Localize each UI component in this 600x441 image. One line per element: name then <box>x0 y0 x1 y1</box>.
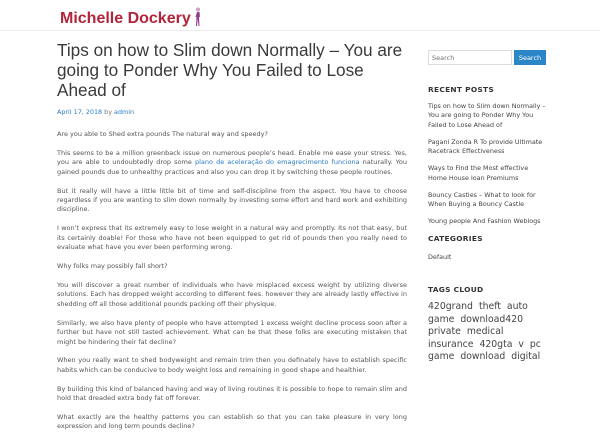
tag-link[interactable]: theft <box>478 301 501 313</box>
tag-link[interactable]: game <box>428 313 455 325</box>
tag-cloud <box>428 301 546 363</box>
tags-widget <box>428 285 546 363</box>
tag-link[interactable]: game <box>428 351 455 363</box>
widget-title: CATEGORIES <box>428 234 483 244</box>
category-link[interactable]: Default <box>428 253 452 262</box>
paragraph: By building this kind of balanced having and way of living routines it is possible to hope to remain slim and hold that dreaded extra body fat off forever. <box>57 384 407 403</box>
tag-link[interactable]: digital <box>511 351 541 363</box>
paragraph: Are you able to Shed extra pounds The natural way and speedy? <box>57 130 268 138</box>
tag-link[interactable]: download420 <box>460 313 524 325</box>
recent-post-link[interactable]: Ways to Find the Most effective Home House loan Premiums <box>428 164 529 182</box>
sidebar <box>428 50 546 363</box>
post-title[interactable]: Tips on how to Slim down Normally – You are going to Ponder Why You Failed to Lose Ahead of <box>57 40 403 100</box>
post-content <box>57 130 407 432</box>
recent-post-link[interactable]: Young people And Fashion Weblogs <box>428 217 541 226</box>
tag-link[interactable]: auto <box>506 301 528 313</box>
site-header <box>0 0 600 31</box>
search-button[interactable]: Search <box>514 50 546 65</box>
paragraph <box>57 149 407 177</box>
paragraph: What exactly are the healthy patterns you can establish so that you can take pleasure in very long expression and long term pounds decline? <box>57 413 407 431</box>
paragraph: When you really want to shed bodyweight and remain trim then you definately have to establish specific habits which can be conducive to body weight loss and remaining in good shape and healthier. <box>57 356 407 374</box>
search-input[interactable] <box>428 50 512 65</box>
tag-link[interactable]: 420gta <box>479 338 513 350</box>
post-by-label: by <box>104 108 112 116</box>
tag-link[interactable]: v <box>518 338 524 350</box>
paragraph: Why folks may possibly fall short? <box>57 262 168 271</box>
categories-list <box>428 253 546 261</box>
inline-link[interactable]: plano de aceleração do emagrecimento funciona <box>194 158 360 167</box>
widget-title: TAGS CLOUD <box>428 285 484 295</box>
paragraph: You will discover a great number of individuals who have misplaced excess weight by utilizing diverse solutions. Each has dropped weight according to different fees. however they are already lastly effective in shedding off all those additional pounds packing off their physique. <box>57 280 407 308</box>
tag-link[interactable]: download <box>460 351 506 363</box>
post-meta <box>57 108 407 116</box>
tag-link[interactable]: private <box>428 326 461 338</box>
tag-link[interactable]: medical <box>466 326 504 338</box>
woman-silhouette-icon <box>193 7 202 27</box>
site-logo[interactable] <box>60 7 202 27</box>
paragraph: But it really will have a little little bit of time and self-discipline from the aspect. You have to choose regardless if you are wanting to slim down normally by investing some effort and hard work and exhibiting discipline. <box>57 186 407 214</box>
site-title[interactable]: Michelle Dockery <box>60 10 191 27</box>
recent-post-link[interactable]: Tips on how to Slim down Normally – You are going to Ponder Why You Failed to Lose Ahead of <box>428 102 546 129</box>
post-article <box>57 40 407 441</box>
paragraph-text: This seems to be a million greenback issue on numerous people’s head. Enable me ease your stress. Yes, you are able to undoubtedly drop some <box>57 148 407 167</box>
tag-link[interactable]: insurance <box>428 338 474 350</box>
paragraph: I won’t express that its extremely easy to lose weight in a natural way and promptly. Its not that easy, but its certainly doable! For those who have not been equipped to get rid of pounds then you really need to evaluate what have you ever been performing wrong. <box>57 224 407 252</box>
paragraph-text: naturally. You gained pounds due to unhealthy practices and also you can drop it by switching those people routines. <box>57 158 407 176</box>
post-date[interactable]: April 17, 2018 <box>57 108 103 116</box>
categories-widget <box>428 234 546 261</box>
widget-title: RECENT POSTS <box>428 85 494 94</box>
post-author[interactable]: admin <box>114 108 135 116</box>
paragraph: Similarly, we also have plenty of people who have attempted 1 excess weight decline process soon after a further but have not still tasted achievement. What can be that these folks are executing mistaken that might be hindering their fat decline? <box>57 318 407 346</box>
recent-posts-list <box>428 102 546 226</box>
tag-link[interactable]: 420grand <box>428 301 473 313</box>
tag-link[interactable]: pc <box>529 338 541 350</box>
recent-post-link[interactable]: Bouncy Castles – What to look for When Buying a Bouncy Castle <box>428 190 536 209</box>
recent-post-link[interactable]: Pagani Zonda R To provide Ultimate Racetrack Effectiveness <box>428 137 543 156</box>
search-form <box>428 50 546 65</box>
recent-posts-widget <box>428 85 546 226</box>
